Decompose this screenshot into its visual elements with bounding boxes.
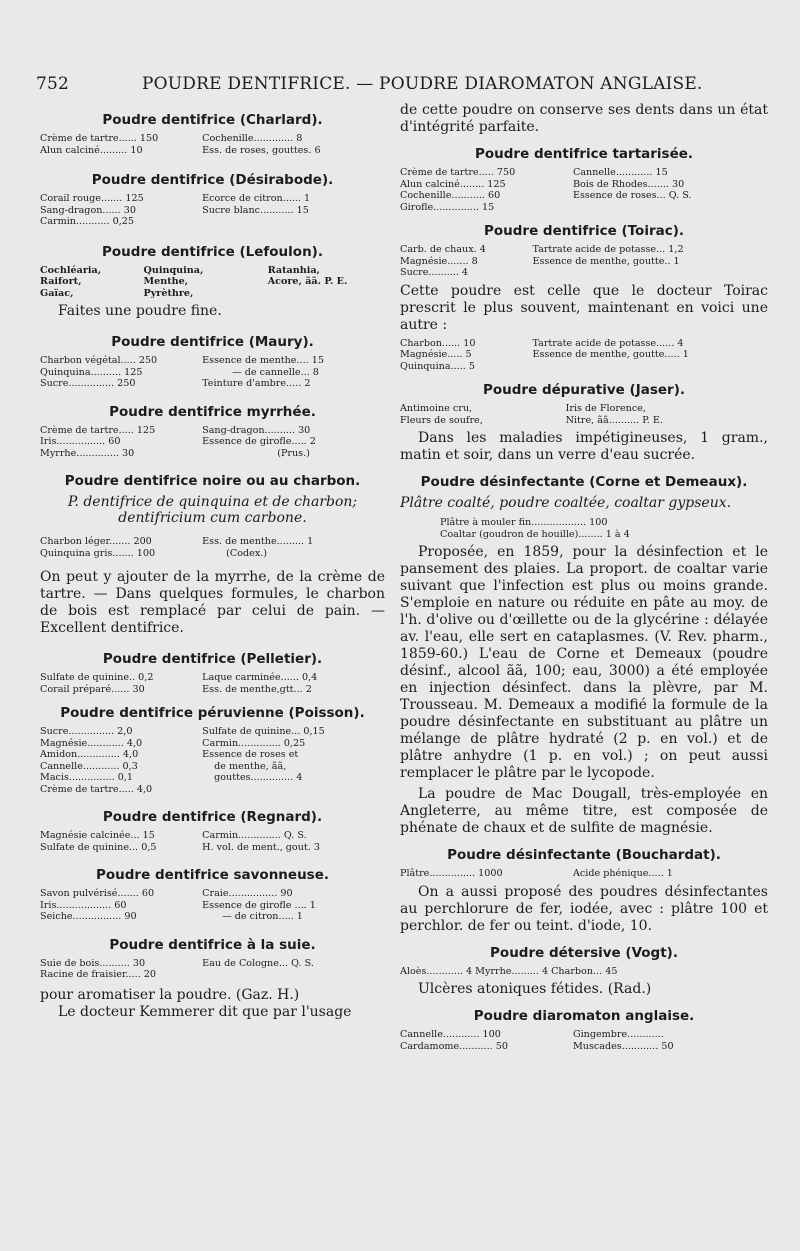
formula-cell bbox=[268, 288, 385, 300]
formula-cell: Quinquina..... 5 bbox=[400, 360, 475, 372]
formula-cell: Cochenille............. 8 bbox=[202, 133, 303, 144]
formula-cell: Essence de menthe, goutte..... 1 bbox=[532, 349, 689, 360]
formula-cell: Sucre............... 250 bbox=[40, 378, 136, 389]
formula-cell: Corail préparé...... 30 bbox=[40, 683, 145, 695]
formula-cell bbox=[202, 969, 385, 981]
subtitle-noire: P. dentifrice de quinquina et de charbon; dentifricium cum carbone. bbox=[67, 494, 358, 526]
formula-cell: Muscades............ 50 bbox=[572, 1040, 674, 1052]
formula-corne bbox=[440, 517, 768, 540]
heading-bouchardat: Poudre désinfectante (Bouchardat). bbox=[447, 847, 721, 863]
formula-cell: Ess. de menthe......... 1 bbox=[202, 536, 314, 547]
formula-cell: Iris.................. 60 bbox=[40, 899, 127, 911]
formula-cell: Gingembre............ bbox=[572, 1029, 664, 1040]
formula-cell: Essence de roses... Q. S. bbox=[572, 190, 692, 201]
formula-cell: Bois de Rhodes....... 30 bbox=[572, 178, 685, 190]
paragraph-vogt: Ulcères atoniques fétides. (Rad.) bbox=[418, 981, 652, 997]
formula-cell: (Codex.) bbox=[226, 547, 268, 559]
formula-cell: Craie................ 90 bbox=[202, 888, 293, 899]
formula-cell: Girofle............... 15 bbox=[400, 201, 495, 213]
formula-bouchardat bbox=[400, 868, 768, 880]
formula-line: Coaltar (goudron de houille)........ 1 à 4 bbox=[440, 528, 630, 540]
formula-cell: Sang-dragon.......... 30 bbox=[202, 424, 311, 436]
formula-cell: Sang-dragon...... 30 bbox=[40, 204, 136, 216]
formula-pelletier bbox=[40, 672, 385, 695]
note-lefoulon: Faites une poudre fine. bbox=[58, 303, 222, 319]
paragraph-corne: Proposée, en 1859, pour la désinfection et le pansement des plaies. La proport. de coaltar varie suivant que l'infection est plus ou moins grande. S'emploie en nature ou réduite en pâte au moy. de l'h. d'olive ou d'œillette ou de la glycérine : délayée av. l'eau, elle sert en cataplasmes. (V. Rev. pharm., 1859-60.) L'eau de Corne et Demeaux (poudre désinf., alcool ãã, 100; eau, 3000) a été employée en injection désinfect. dans la plèvre, par M. Trousseau. M. Demeaux a modifié la formule de la poudre désinfectante en substituant au plâtre un mélange de plâtre hydraté (2 p. en vol.) et de plâtre anhydre (1 p. en vol.) ; on peut aussi remplacer le plâtre par le lycopode. bbox=[400, 544, 768, 781]
formula-cell: Menthe, bbox=[143, 276, 189, 287]
formula-cell bbox=[532, 361, 768, 373]
formula-toirac bbox=[400, 244, 768, 279]
formula-cell: Essence de roses et bbox=[202, 749, 299, 760]
formula-cell bbox=[202, 784, 385, 796]
heading-toirac: Poudre dentifrice (Toirac). bbox=[483, 223, 685, 239]
formula-cell: Ratanhia, bbox=[267, 264, 320, 276]
formula-cell: (Prus.) bbox=[277, 447, 310, 459]
formula-cell: Quinquina gris....... 100 bbox=[40, 547, 156, 559]
formula-cell: Tartrate acide de potasse... 1,2 bbox=[532, 244, 684, 255]
heading-tartarisee: Poudre dentifrice tartarisée. bbox=[474, 146, 694, 162]
formula-cell: Myrrhe.............. 30 bbox=[40, 447, 135, 459]
formula-cell: Crème de tartre..... 750 bbox=[400, 167, 516, 178]
formula-myrrhee bbox=[40, 425, 385, 460]
formula-cell: Essence de menthe, goutte.. 1 bbox=[532, 255, 680, 267]
formula-cell: Corail rouge....... 125 bbox=[40, 193, 144, 204]
formula-cell bbox=[532, 267, 768, 279]
formula-cell: Savon pulvérisé....... 60 bbox=[40, 888, 155, 899]
formula-cell: Essence de girofle .... 1 bbox=[202, 899, 316, 911]
formula-cell: Sulfate de quinine... 0,15 bbox=[202, 726, 325, 737]
heading-charlard: Poudre dentifrice (Charlard). bbox=[102, 112, 323, 128]
paragraph-bouchardat: On a aussi proposé des poudres désinfectantes au perchlorure de fer, iodée, avec : plâtre 100 et perchlor. de fer ou teint. d'iode, 10. bbox=[400, 883, 768, 934]
formula-cell: Essence de menthe.... 15 bbox=[202, 355, 324, 366]
formula-cell: Suie de bois.......... 30 bbox=[40, 957, 146, 969]
formula-cell: Antimoine cru, bbox=[400, 403, 473, 414]
heading-jaser: Poudre dépurative (Jaser). bbox=[482, 382, 685, 398]
formula-cell: Eau de Cologne... Q. S. bbox=[202, 957, 314, 969]
formula-diaromaton bbox=[400, 1029, 768, 1052]
formula-cell bbox=[573, 202, 768, 214]
paragraph-intro: de cette poudre on conserve ses dents dans un état d'intégrité parfaite. bbox=[400, 102, 768, 135]
paragraph-corne-2: La poudre de Mac Dougall, très-employée en Angleterre, au même titre, est composée de phénate de chaux et de sulfite de magnésie. bbox=[400, 786, 768, 836]
formula-cell: Alun calciné......... 10 bbox=[40, 144, 143, 156]
formula-cell: Cannelle............ 15 bbox=[572, 167, 668, 178]
formula-cell: Charbon...... 10 bbox=[400, 337, 476, 349]
heading-vogt: Poudre détersive (Vogt). bbox=[490, 944, 678, 961]
formula-jaser bbox=[400, 403, 768, 426]
formula-cell: Aloès............ 4 Myrrhe......... 4 Charbon... 45 bbox=[400, 965, 618, 977]
formula-cell: Alun calciné........ 125 bbox=[400, 178, 506, 190]
formula-cell: H. vol. de ment., gout. 3 bbox=[202, 841, 320, 853]
formula-cell: Sucre.......... 4 bbox=[400, 267, 469, 278]
paragraph-suie: pour aromatiser la poudre. (Gaz. H.) bbox=[40, 986, 300, 1003]
formula-cell: Charbon léger....... 200 bbox=[40, 536, 152, 547]
formula-cell: Fleurs de soufre, bbox=[400, 414, 483, 426]
heading-suie: Poudre dentifrice à la suie. bbox=[109, 936, 316, 953]
formula-cell: Sucre............... 2,0 bbox=[40, 726, 133, 737]
formula-toirac-2 bbox=[400, 338, 768, 373]
paragraph-noire: On peut y ajouter de la myrrhe, de la crème de tartre. — Dans quelques formules, le charbon de bois est remplacé par celui de pain. — Excellent dentifrice. bbox=[40, 569, 385, 636]
formula-cell: Cardamome........... 50 bbox=[400, 1040, 508, 1052]
formula-lefoulon bbox=[40, 265, 385, 300]
formula-noire bbox=[40, 536, 385, 559]
formula-cell: Iris................ 60 bbox=[40, 436, 121, 447]
formula-cell: de menthe, ãã, bbox=[214, 760, 287, 772]
formula-cell: Crème de tartre..... 4,0 bbox=[40, 783, 153, 795]
formula-cell: Iris de Florence, bbox=[565, 403, 646, 414]
heading-lefoulon: Poudre dentifrice (Lefoulon). bbox=[102, 243, 323, 260]
formula-cell: Magnésie..... 5 bbox=[400, 349, 472, 360]
formula-cell: gouttes.............. 4 bbox=[214, 772, 303, 783]
heading-desirabode: Poudre dentifrice (Désirabode). bbox=[91, 172, 334, 188]
formula-tartarisee bbox=[400, 167, 768, 213]
formula-maury bbox=[40, 355, 385, 390]
heading-corne: Poudre désinfectante (Corne et Demeaux). bbox=[420, 474, 748, 490]
formula-cell: Teinture d'ambre..... 2 bbox=[202, 378, 311, 389]
page-number: 752 bbox=[36, 74, 70, 94]
formula-vogt bbox=[400, 966, 768, 978]
formula-cell: Ess. de roses, gouttes. 6 bbox=[202, 144, 321, 156]
formula-cell: Raifort, bbox=[40, 276, 82, 287]
formula-cell: Carmin.............. Q. S. bbox=[202, 830, 307, 841]
formula-cell: Carb. de chaux. 4 bbox=[400, 244, 486, 255]
formula-cell: Cannelle............ 100 bbox=[400, 1029, 501, 1040]
formula-cell: Macis............... 0,1 bbox=[40, 772, 133, 783]
formula-cell: Pyrèthre, bbox=[143, 287, 194, 299]
formula-cell: Laque carminée...... 0,4 bbox=[202, 672, 318, 683]
formula-cell: Sulfate de quinine... 0,5 bbox=[40, 841, 157, 853]
formula-cell: Acide phénique..... 1 bbox=[572, 868, 673, 879]
formula-cell: — de cannelle... 8 bbox=[232, 366, 319, 378]
formula-cell: Ess. de menthe,gtt... 2 bbox=[202, 683, 312, 695]
formula-suie bbox=[40, 958, 385, 981]
heading-maury: Poudre dentifrice (Maury). bbox=[111, 334, 314, 350]
formula-cell: Magnésie calcinée... 15 bbox=[40, 830, 155, 841]
heading-noire: Poudre dentifrice noire ou au charbon. bbox=[64, 473, 361, 489]
formula-cell: Charbon végétal..... 250 bbox=[40, 355, 158, 366]
formula-cell: Tartrate acide de potasse...... 4 bbox=[532, 337, 684, 349]
formula-savonneuse bbox=[40, 888, 385, 923]
heading-diaromaton: Poudre diaromaton anglaise. bbox=[473, 1008, 695, 1024]
formula-cell: Seiche................ 90 bbox=[40, 911, 137, 922]
formula-cell: Gaïac, bbox=[40, 287, 74, 299]
formula-cell: Cannelle............ 0,3 bbox=[40, 760, 138, 772]
heading-myrrhee: Poudre dentifrice myrrhée. bbox=[109, 403, 316, 420]
paragraph-suie-2: Le docteur Kemmerer dit que par l'usage bbox=[58, 1003, 352, 1020]
formula-cell: Sucre blanc........... 15 bbox=[202, 204, 309, 216]
formula-cell bbox=[202, 216, 385, 228]
heading-regnard: Poudre dentifrice (Regnard). bbox=[102, 809, 323, 825]
formula-cell: Carmin.............. 0,25 bbox=[202, 737, 306, 749]
formula-cell: Magnésie............ 4,0 bbox=[40, 737, 143, 749]
formula-desirabode bbox=[40, 193, 385, 228]
paragraph-toirac: Cette poudre est celle que le docteur Toirac prescrit le plus souvent, maintenant en voici une autre : bbox=[400, 282, 768, 333]
formula-cell: Cochléaria, bbox=[40, 264, 102, 276]
formula-regnard bbox=[40, 830, 385, 853]
subtitle-corne: Plâtre coalté, poudre coaltée, coaltar gypseux. bbox=[400, 495, 732, 511]
formula-cell: Crème de tartre...... 150 bbox=[40, 133, 159, 144]
formula-cell: Magnésie....... 8 bbox=[400, 255, 478, 267]
formula-charlard bbox=[40, 133, 385, 156]
formula-cell: Acore, ãã. P. E. bbox=[267, 276, 348, 287]
formula-cell: — de citron..... 1 bbox=[222, 911, 303, 922]
formula-line: Plâtre à mouler fin.................. 100 bbox=[440, 517, 608, 528]
paragraph-jaser: Dans les maladies impétigineuses, 1 gram., matin et soir, dans un verre d'eau sucrée. bbox=[400, 430, 768, 463]
formula-cell: Carmin........... 0,25 bbox=[40, 216, 134, 227]
running-title: POUDRE DENTIFRICE. — POUDRE DIAROMATON ANGLAISE. bbox=[142, 74, 703, 94]
left-column bbox=[40, 102, 385, 1025]
formula-cell: Racine de fraisier..... 20 bbox=[40, 969, 157, 980]
formula-poisson bbox=[40, 726, 385, 795]
formula-cell: Nitre, ãã.......... P. E. bbox=[565, 414, 663, 426]
heading-savonneuse: Poudre dentifrice savonneuse. bbox=[95, 867, 329, 883]
formula-cell: Quinquina, bbox=[143, 264, 204, 276]
formula-cell: Sulfate de quinine.. 0,2 bbox=[40, 672, 154, 683]
formula-cell: Essence de girofle..... 2 bbox=[202, 436, 316, 447]
formula-cell: Amidon.............. 4,0 bbox=[40, 749, 139, 760]
formula-cell: Cochenille........... 60 bbox=[400, 190, 501, 201]
formula-cell: Quinquina.......... 125 bbox=[40, 366, 143, 378]
formula-cell: Crème de tartre..... 125 bbox=[40, 424, 156, 436]
heading-poisson: Poudre dentifrice péruvienne (Poisson). bbox=[60, 705, 365, 721]
formula-cell: Plâtre............... 1000 bbox=[400, 868, 503, 879]
formula-cell: Ecorce de citron...... 1 bbox=[202, 193, 311, 204]
heading-pelletier: Poudre dentifrice (Pelletier). bbox=[102, 651, 323, 667]
right-column bbox=[400, 102, 768, 1052]
